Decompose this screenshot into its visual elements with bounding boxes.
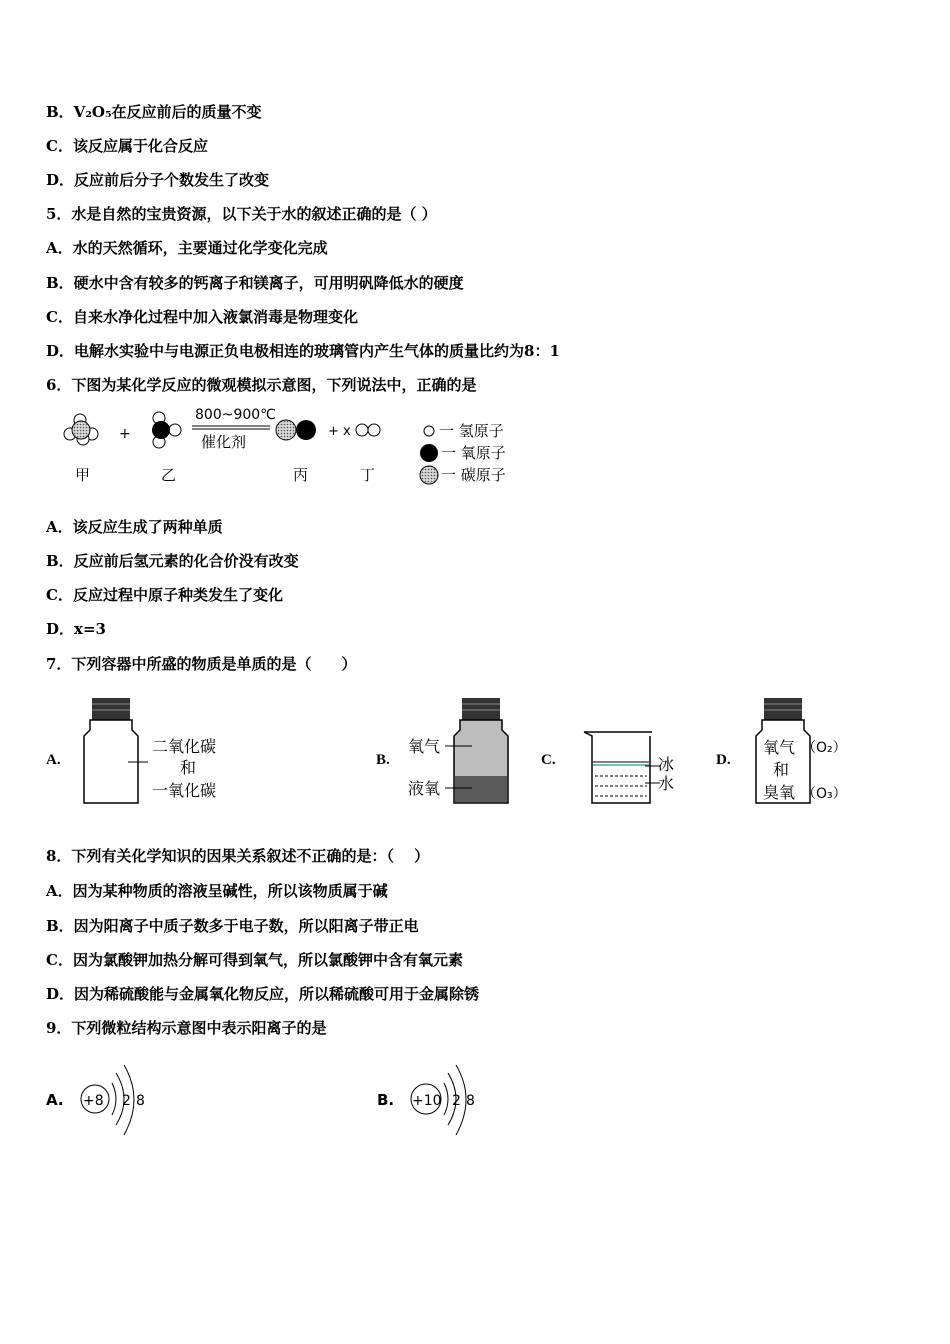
q6-option-a: A．该反应生成了两种单质	[46, 518, 223, 536]
q6-stem: 6．下图为某化学反应的微观模拟示意图，下列说法中，正确的是	[46, 376, 477, 394]
q5-stem: 5．水是自然的宝贵资源，以下关于水的叙述正确的是（ ）	[46, 205, 437, 223]
q5-option-d: D．电解水实验中与电源正负电极相连的玻璃管内产生气体的质量比约为8：1	[46, 342, 560, 360]
bottle-a-line1: 二氧化碳	[152, 737, 217, 756]
q8-option-b: B．因为阳离子中质子数多于电子数，所以阳离子带正电	[46, 917, 419, 935]
bottle-b-line1: 氧气	[408, 737, 441, 756]
beaker-c-ice: 冰	[658, 755, 675, 774]
label-ding: 丁	[360, 466, 376, 484]
bottle-a-line2: 和	[180, 758, 197, 777]
bottle-a	[84, 698, 148, 803]
q7-stem: 7．下列容器中所盛的物质是单质的是（ ）	[46, 655, 357, 673]
methane-molecule	[64, 414, 98, 445]
q4-option-c: C．该反应属于化合反应	[46, 137, 208, 155]
q6-option-b: B．反应前后氢元素的化合价没有改变	[46, 552, 299, 570]
legend-hydrogen-text: 一 氢原子	[439, 422, 504, 440]
q7-letter-a: A.	[46, 752, 61, 768]
legend-carbon-icon	[420, 466, 438, 484]
q8-option-a: A．因为某种物质的溶液呈碱性，所以该物质属于碱	[46, 882, 388, 900]
beaker-c	[584, 732, 660, 803]
q6-option-c: C．反应过程中原子种类发生了变化	[46, 586, 283, 604]
q8-option-c: C．因为氯酸钾加热分解可得到氧气，所以氯酸钾中含有氧元素	[46, 951, 463, 969]
label-jia: 甲	[75, 466, 91, 484]
carbon-monoxide-molecule	[276, 420, 316, 440]
bottle-d-line2: 和	[773, 760, 790, 779]
condition-temperature: 800~900℃	[195, 407, 276, 423]
hydrogen-molecule	[356, 424, 380, 436]
q8-option-d: D．因为稀硫酸能与金属氧化物反应，所以稀硫酸可用于金属除锈	[46, 985, 480, 1003]
q9-stem: 9．下列微粒结构示意图中表示阳离子的是	[46, 1019, 327, 1037]
q9-letter-a: A.	[46, 1091, 64, 1109]
bottle-d-formula2: （O₃）	[802, 786, 847, 802]
legend-oxygen-icon	[420, 444, 438, 462]
plus-x: + x	[328, 424, 351, 439]
bottle-d-line1: 氧气	[763, 738, 796, 757]
legend-hydrogen-icon	[424, 426, 434, 436]
beaker-c-water: 水	[658, 774, 675, 793]
ion-a-shell1: 2	[122, 1093, 131, 1109]
legend-oxygen-text: 一 氧原子	[441, 444, 506, 462]
bottle-b-line2: 液氧	[408, 779, 441, 798]
q6-option-d: D．x=3	[46, 620, 106, 638]
ion-b-nucleus: +10	[412, 1093, 442, 1109]
legend-carbon-text: 一 碳原子	[441, 466, 506, 484]
ion-b-shell1: 2	[452, 1093, 461, 1109]
ion-structures-figure	[40, 1055, 500, 1145]
q4-option-d: D．反应前后分子个数发生了改变	[46, 171, 270, 189]
containers-figure	[40, 690, 920, 815]
q5-option-b: B．硬水中含有较多的钙离子和镁离子，可用明矾降低水的硬度	[46, 274, 464, 292]
q5-option-a: A．水的天然循环，主要通过化学变化完成	[46, 239, 328, 257]
ion-b-shell2: 8	[466, 1093, 475, 1109]
plus-sign: +	[119, 426, 131, 442]
label-bing: 丙	[293, 466, 309, 484]
water-molecule	[152, 412, 181, 448]
ion-a-shell2: 8	[136, 1093, 145, 1109]
q8-stem: 8．下列有关化学知识的因果关系叙述不正确的是：（ ）	[46, 847, 430, 865]
ion-a-nucleus: +8	[83, 1093, 104, 1109]
reaction-diagram	[55, 402, 525, 494]
q7-letter-c: C.	[541, 752, 556, 768]
bottle-d-line3: 臭氧	[763, 783, 796, 802]
q7-letter-d: D.	[716, 752, 731, 768]
bottle-d-formula1: （O₂）	[802, 740, 847, 756]
condition-catalyst: 催化剂	[201, 433, 247, 451]
bottle-a-line3: 一氧化碳	[152, 781, 217, 800]
q9-letter-b: B.	[377, 1091, 395, 1109]
q5-option-c: C．自来水净化过程中加入液氯消毒是物理变化	[46, 308, 358, 326]
q7-letter-b: B.	[376, 752, 390, 768]
label-yi: 乙	[161, 466, 177, 484]
bottle-b	[445, 698, 508, 803]
q4-option-b: B．V₂O₅在反应前后的质量不变	[46, 103, 262, 121]
